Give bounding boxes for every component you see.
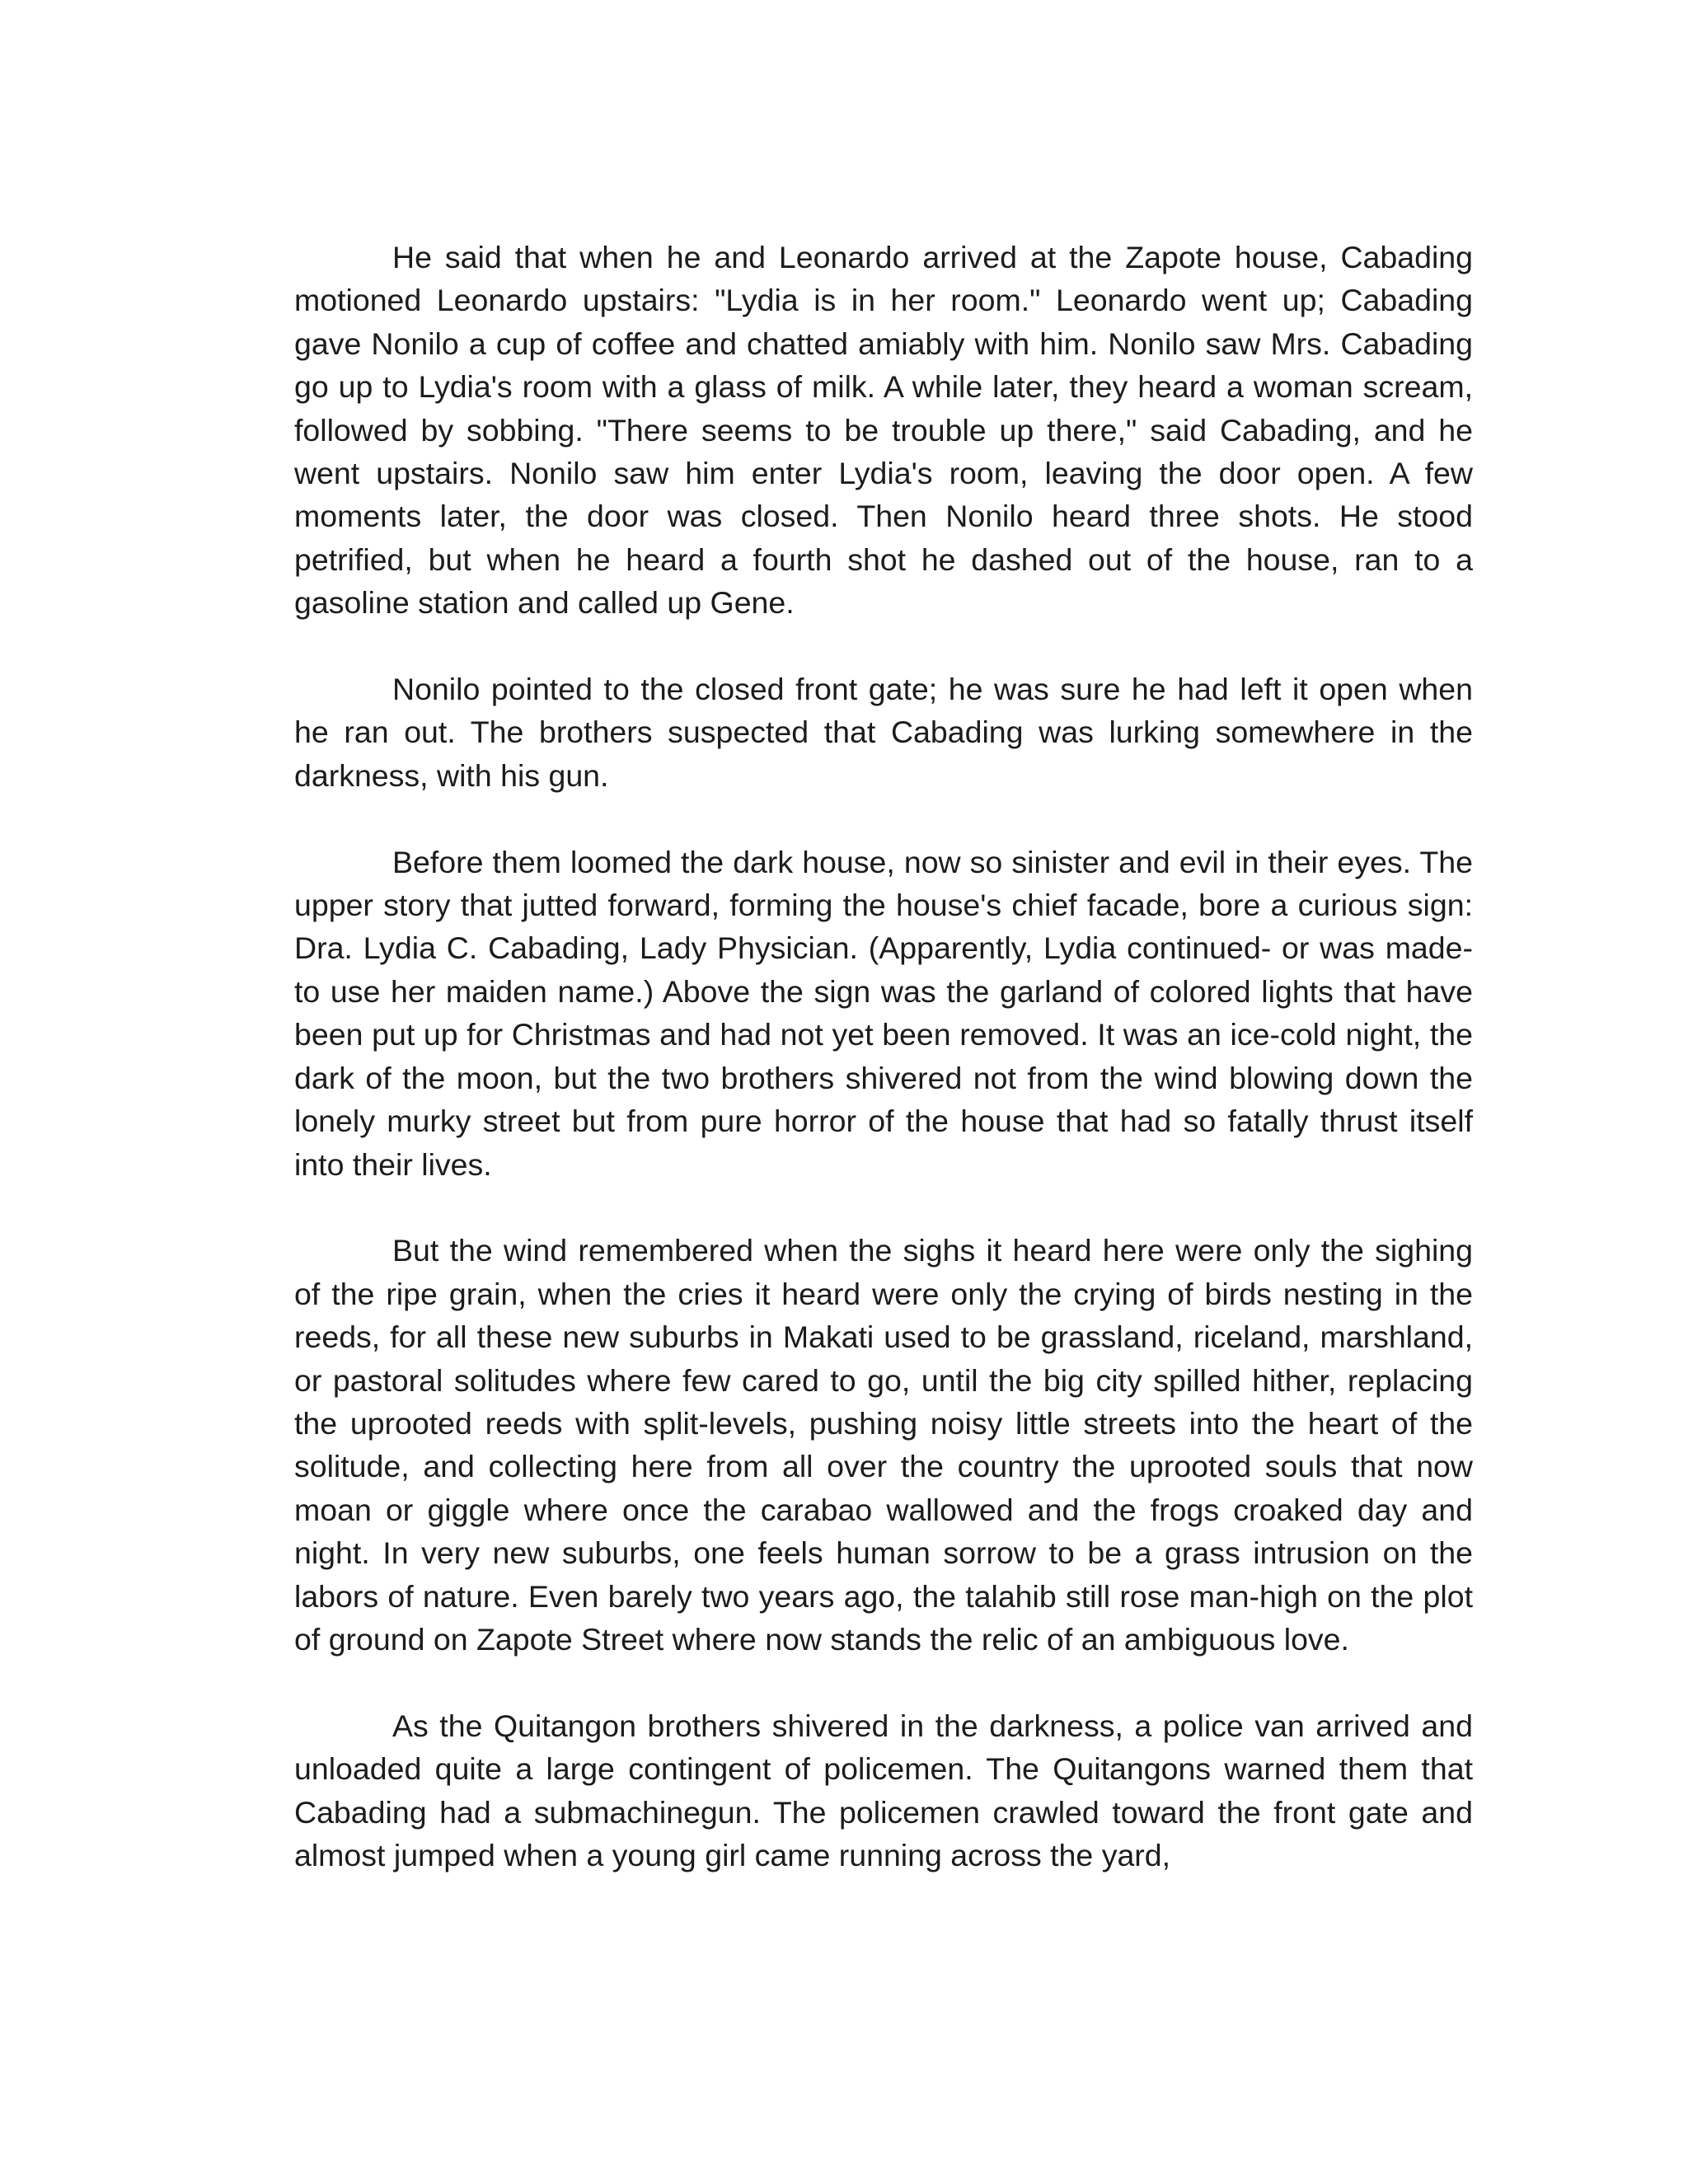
paragraph-5: As the Quitangon brothers shivered in the darkness, a police van arrived and unloaded quite a large contingent of policemen. The Quitangons warned them that Cabading had a submachinegun. The policemen crawled toward the front gate and almost jumped when a young girl came running across the yard, bbox=[294, 1708, 1473, 1872]
body-text bbox=[294, 236, 1473, 1877]
paragraph-3: Before them loomed the dark house, now so sinister and evil in their eyes. The upper story that jutted forward, forming the house's chief facade, bore a curious sign: Dra. Lydia C. Cabading, Lady Physician. (Apparently, Lydia continued- or was made- to use her maiden name.) Above the sign was the garland of colored lights that have been put up for Christmas and had not yet been removed. It was an ice-cold night, the dark of the moon, but the two brothers shivered not from the wind blowing down the lonely murky street but from pure horror of the house that had so fatally thrust itself into their lives. bbox=[294, 844, 1473, 1182]
paragraph-1: He said that when he and Leonardo arrived at the Zapote house, Cabading motioned Leonardo upstairs: "Lydia is in her room." Leonardo went up; Cabading gave Nonilo a cup of coffee and chatted amiably with him. Nonilo saw Mrs. Cabading go up to Lydia's room with a glass of milk. A while later, they heard a woman scream, followed by sobbing. "There seems to be trouble up there," said Cabading, and he went upstairs. Nonilo saw him enter Lydia's room, leaving the door open. A few moments later, the door was closed. Then Nonilo heard three shots. He stood petrified, but when he heard a fourth shot he dashed out of the house, ran to a gasoline station and called up Gene. bbox=[294, 240, 1473, 621]
paragraph-2: Nonilo pointed to the closed front gate; he was sure he had left it open when he ran out. The brothers suspected that Cabading was lurking somewhere in the darkness, with his gun. bbox=[294, 672, 1473, 793]
paragraph-4: But the wind remembered when the sighs it heard here were only the sighing of the ripe grain, when the cries it heard were only the crying of birds nesting in the reeds, for all these new suburbs in Makati used to be grassland, riceland, marshland, or pastoral solitudes where few cared to go, until the big city spilled hither, replacing the uprooted reeds with split-levels, pushing noisy little streets into the heart of the solitude, and collecting here from all over the country the uprooted souls that now moan or giggle where once the carabao wallowed and the frogs croaked day and night. In very new suburbs, one feels human sorrow to be a grass intrusion on the labors of nature. Even barely two years ago, the talahib still rose man-high on the plot of ground on Zapote Street where now stands the relic of an ambiguous love. bbox=[294, 1233, 1473, 1657]
